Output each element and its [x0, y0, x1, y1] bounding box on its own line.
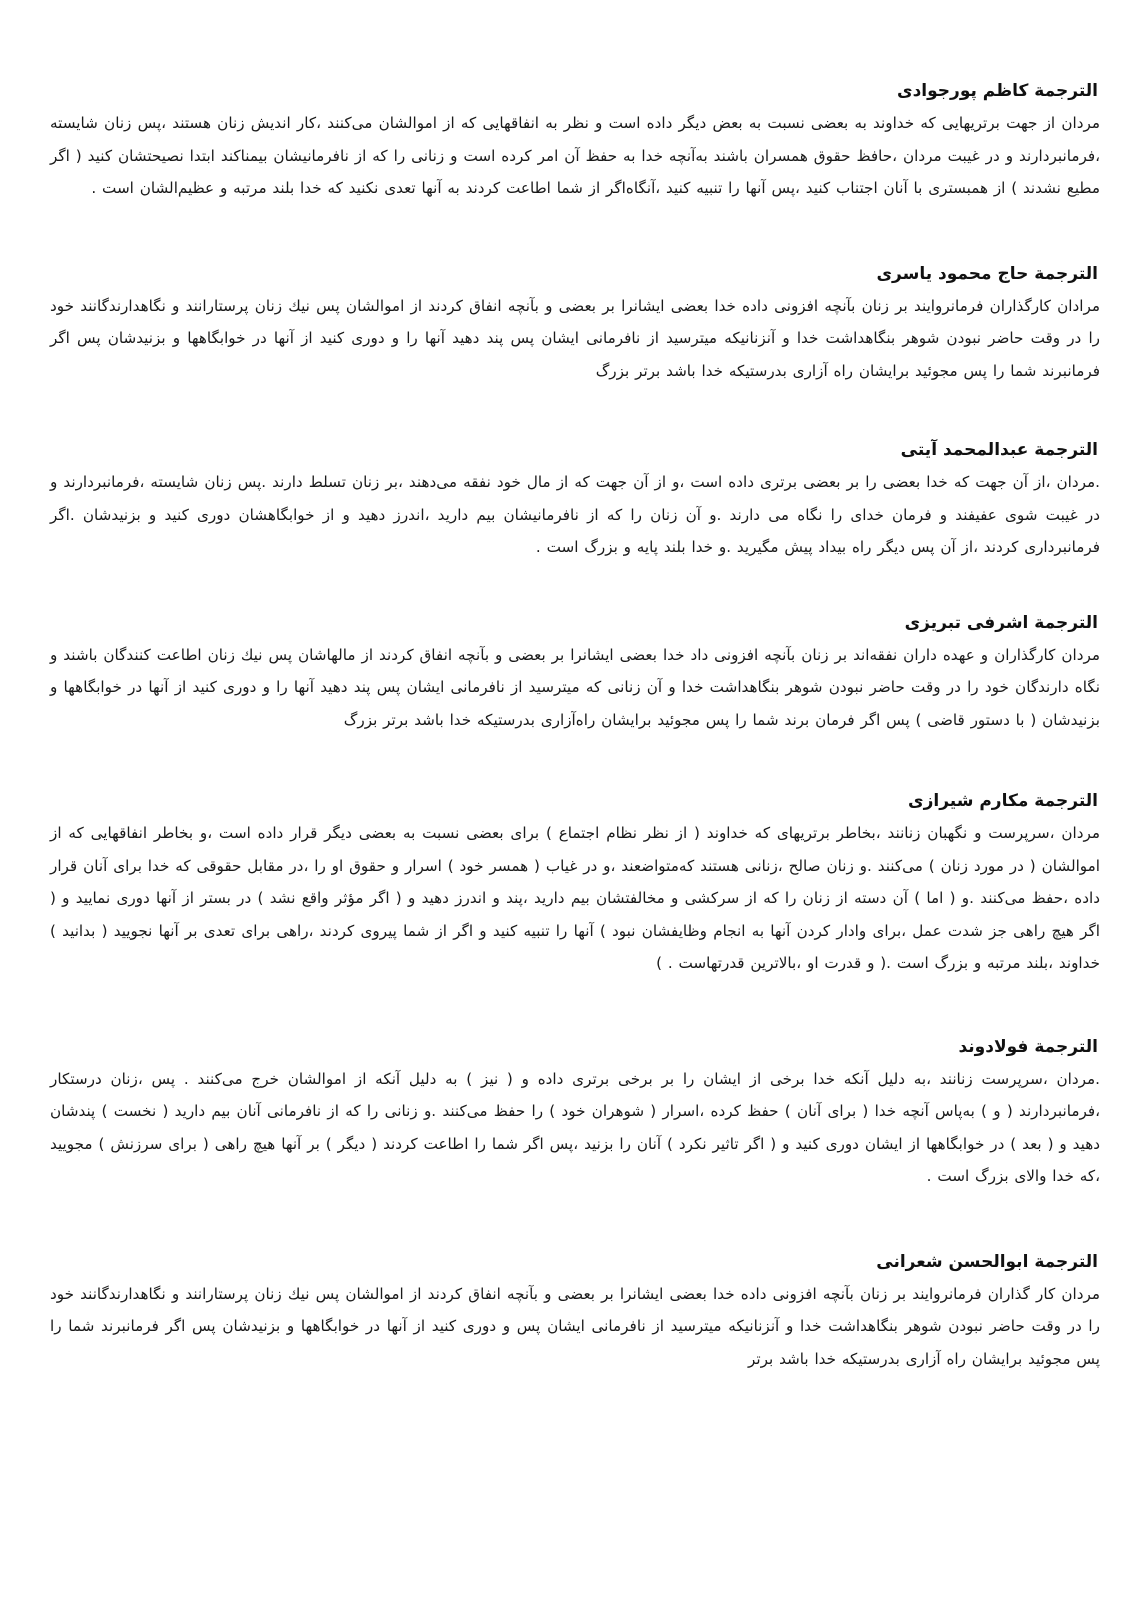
- translation-text: مردان ،سرپرست و نگهبان زنانند ،بخاطر برتريهاى كه خداوند ( از نظر نظام اجتماع ) براى بعضى نسبت به بعضى ديگر قرار داده است ،و بخاطر انفاقهايى كه از اموالشان ( در مورد زنان ) مى‌كنند .و زنان صالح ،زنانى هستند كه‌متواضعند ،و در غياب ( همسر خود ) اسرار و حقوق او را ،در مقابل حقوقى كه خدا براى آنان قرار داده ،حفظ مى‌كنند .و ( اما ) آن دسته از زنان را كه از سركشى و مخالفتشان بيم داريد ،پند و اندرز دهيد و ( اگر مؤثر واقع نشد ) در بستر از آنها دورى نماييد و ( اگر هيچ راهى جز شدت عمل ،براى وادار كردن آنها به انجام وظايفشان نبود ) آنها را تنبيه كنيد و اگر از شما پيروى كردند ،راهى براى تعدى بر آنها نجوييد ( بدانيد ) خداوند ،بلند مرتبه و بزرگ است .( و قدرت او ،بالاترين قدرتهاست . ): [50, 824, 1100, 972]
- translation-text: .مردان ،از آن جهت كه خدا بعضى را بر بعضى برترى داده است ،و از آن جهت كه از مال خود نفقه مى‌دهند ،بر زنان تسلط دارند .پس زنان شايسته ،فرمانبردارند و در غيبت شوى عفيفند و فرمان خداى را نگاه مى دارند .و آن زنان را كه از نافرمانيشان بيم داريد ،اندرز دهيد و از خوابگاهشان دورى كنيد و بزنيدشان .اگر فرمانبردارى كردند ،از آن پس ديگر راه بيداد پيش مگيريد .و خدا بلند پايه و بزرگ است .: [50, 473, 1100, 556]
- translation-title: الترجمة ابوالحسن شعرانى: [876, 1251, 1098, 1272]
- translation-text: مرادان كارگذاران فرمانروايند بر زنان بآنچه افزونى داده خدا بعضى ايشانرا بر بعضى و بآنچه انفاق كردند از اموالشان پس نيك زنان پرستارانند و نگاهدارندگانند خود را در وقت حاضر نبودن شوهر بنگاهداشت خدا و آنزنانيكه ميترسيد از نافرمانى ايشان پس پند دهيد آنها را و دورى كنيد از آنها در خوابگاهها و بزنيدشان پس اگر فرمانبرند شما را پس مجوئيد برايشان راه آزارى بدرستيكه خدا باشد برتر بزرگ: [50, 296, 1100, 380]
- translation-section-shaarani: [50, 1249, 1100, 1376]
- translation-title: الترجمة مكارم شيرازى: [908, 791, 1098, 811]
- document-page: [50, 78, 1100, 1375]
- translation-section-ashrafi-tabrizi: [50, 610, 1100, 737]
- translation-text: .مردان ،سرپرست زنانند ،به دليل آنكه خدا برخى از ايشان را بر برخى برترى داده و ( نيز ) به دليل آنكه از اموالشان خرج مى‌كنند . پس ،زنان درستكار ،فرمانبردارند ( و ) به‌پاس آنچه خدا ( براى آنان ) حفظ كرده ،اسرار ( شوهران خود ) را حفظ مى‌كنند .و زنانى را كه از نافرمانى آنان بيم داريد ( نخست ) پندشان دهيد و ( بعد ) در خوابگاهها از ايشان دورى كنيد و ( اگر تاثير نكرد ) آنان را بزنيد ،پس اگر شما را اطاعت كردند ( ديگر ) بر آنها هيچ راهى ( براى سرزنش ) مجوييد ،كه خدا والاى بزرگ است .: [50, 1069, 1100, 1185]
- translation-section-yasri: [50, 261, 1100, 388]
- translation-title: الترجمة كاظم پورجوادى: [896, 81, 1098, 101]
- translation-section-fouladvand: [50, 1034, 1100, 1193]
- translation-title: الترجمة اشرفى تبريزى: [904, 612, 1098, 633]
- translation-section-pourjavadi: [50, 78, 1100, 205]
- translation-text: مردان كار گذاران فرمانروايند بر زنان بآنچه افزونى داده خدا بعضى ايشانرا بر بعضى و بآنچه انفاق كردند از اموالشان پس نيك زنان پرستارانند و نگاهدارندگانند خود را در وقت حاضر نبودن شوهر بنگاهداشت خدا و آنزنانيكه ميترسيد از نافرمانى ايشان پس و دورى كنيد از آنها در خوابگاهها و بزنيدشان پس اگر فرمانبرند شما را پس مجوئيد برايشان راه آزارى بدرستيكه خدا باشد برتر: [50, 1284, 1100, 1368]
- translation-text: مردان از جهت برتريهايى كه خداوند به بعضى نسبت به بعض ديگر داده است و نظر به انفاقهايى كه از اموالشان مى‌كنند ،كار انديش زنان هستند ،پس زنان شايسته ،فرمانبردارند و در غيبت مردان ،حافظ حقوق همسران باشند به‌آنچه خدا به حفظ آن امر كرده است و زنانى را كه از نافرمانيشان بيمناكند ابتدا نصيحتشان كنيد ( اگر مطيع نشدند ) از همبسترى با آنان اجتناب كنيد ،پس آنها را تنبيه كنيد ،آنگاه‌اگر از شما اطاعت كردند به آنها تعدى نكنيد كه خدا بلند مرتبه و عظيم‌الشان است .: [50, 114, 1100, 197]
- translation-title: الترجمة فولادوند: [958, 1036, 1098, 1057]
- translation-text: مردان كارگذاران و عهده داران نفقه‌اند بر زنان بآنچه افزونى داد خدا بعضى ايشانرا بر بعضى و بآنچه انفاق كردند از مالهاشان پس نيك زنان اطاعت كنندگان باشند و نگاه دارندگان خود را در وقت حاضر نبودن شوهر بنگاهداشت خدا و آن زنانى كه ميترسيد از نافرمانى ايشان پس پند دهيد آنها را و دورى كنيد از آنها در خوابگاهها و بزنيدشان ( با دستور قاضى ) پس اگر فرمان برند شما را پس مجوئيد برايشان راه‌آزارى بدرستيكه خدا باشد برتر بزرگ: [50, 645, 1100, 729]
- translation-title: الترجمة عبدالمحمد آيتى: [900, 440, 1098, 460]
- translation-title: الترجمة حاج محمود ياسرى: [876, 263, 1098, 284]
- translation-section-makarem-shirazi: [50, 788, 1100, 980]
- translation-section-ayati: [50, 437, 1100, 564]
